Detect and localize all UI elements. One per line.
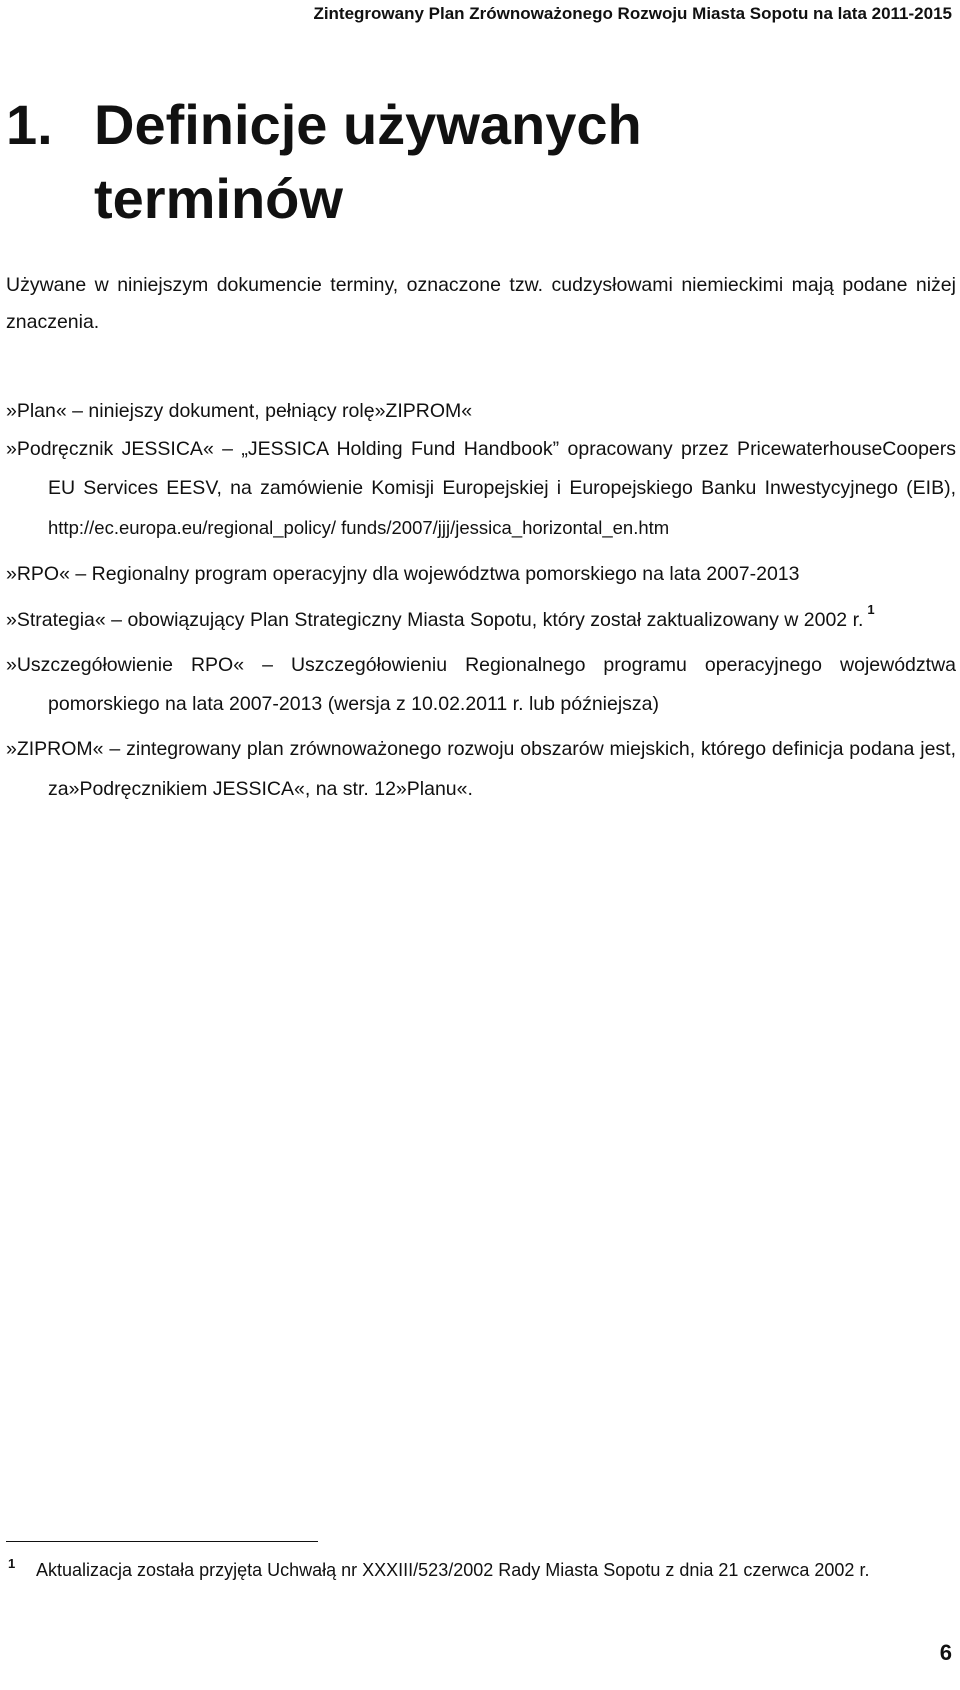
section-title-line1: Definicje używanych	[94, 93, 642, 156]
definition-text: Uszczegółowieniu Regionalnego programu operacyjnego województwa pomorskiego na lata 2007-2013 (wersja z 10.02.2011 r. lub późniejsza)	[48, 653, 956, 715]
definition-text: zintegrowany plan zrównoważonego rozwoju obszarów miejskich, którego definicja podana jest, za»Podręcznikiem JESSICA«, na str. 12»Planu«.	[48, 737, 956, 800]
definition-term: »RPO«	[6, 562, 70, 585]
definitions-list	[6, 393, 956, 809]
definition-term: »Podręcznik JESSICA«	[6, 438, 214, 460]
handbook-url: http://ec.europa.eu/regional_policy/ funds/2007/jjj/jessica_horizontal_en.htm	[48, 517, 670, 539]
section-number: 1.	[6, 93, 53, 156]
definition-item-rpo	[6, 555, 956, 594]
definition-dash: –	[262, 653, 273, 676]
definition-term: »Plan«	[6, 400, 67, 422]
definition-item-plan	[6, 393, 956, 429]
definition-item-uszczegolowienie-rpo	[6, 646, 956, 724]
definition-text: „JESSICA Holding Fund Handbook” opracowany przez PricewaterhouseCoopers EU Services EESV, na zamówienie Komisji Europejskiej i Europejskiego Banku Inwestycyjnego (EIB),	[48, 438, 957, 500]
definition-term: »ZIPROM«	[6, 737, 104, 760]
section-title-line2: terminów	[94, 167, 343, 230]
definition-term: »Strategia«	[6, 608, 106, 631]
intro-paragraph: Używane w niniejszym dokumencie terminy, oznaczone tzw. cudzysłowami niemieckimi mają podane niżej znaczenia.	[6, 274, 956, 333]
definition-text: Regionalny program operacyjny dla województwa pomorskiego na lata 2007-2013	[91, 562, 800, 585]
footnote-reference[interactable]: 1	[867, 601, 875, 617]
definition-text: obowiązujący Plan Strategiczny Miasta Sopotu, który został zaktualizowany w 2002 r.	[127, 608, 864, 631]
page-number: 6	[939, 1640, 952, 1665]
definition-dash: –	[111, 608, 123, 631]
definition-dash: –	[109, 737, 121, 760]
footnote	[6, 1557, 956, 1583]
definition-item-strategia	[6, 600, 956, 641]
definition-text: niniejszy dokument, pełniący rolę»ZIPROM«	[88, 400, 473, 422]
running-header: Zintegrowany Plan Zrównoważonego Rozwoju Miasta Sopotu na lata 2011-2015	[313, 4, 952, 23]
footnote-separator	[6, 1541, 318, 1542]
definition-item-podrecznik-jessica	[6, 430, 956, 549]
definition-dash: –	[222, 438, 234, 460]
definition-term: »Uszczegółowienie RPO«	[6, 653, 245, 676]
section-heading	[6, 88, 642, 236]
footnote-text: Aktualizacja została przyjęta Uchwałą nr XXXIII/523/2002 Rady Miasta Sopotu z dnia 21 czerwca 2002 r.	[36, 1560, 870, 1580]
footnote-mark: 1	[8, 1556, 16, 1571]
definition-item-ziprom	[6, 729, 956, 809]
definition-dash: –	[72, 400, 83, 422]
definition-dash: –	[75, 562, 87, 585]
